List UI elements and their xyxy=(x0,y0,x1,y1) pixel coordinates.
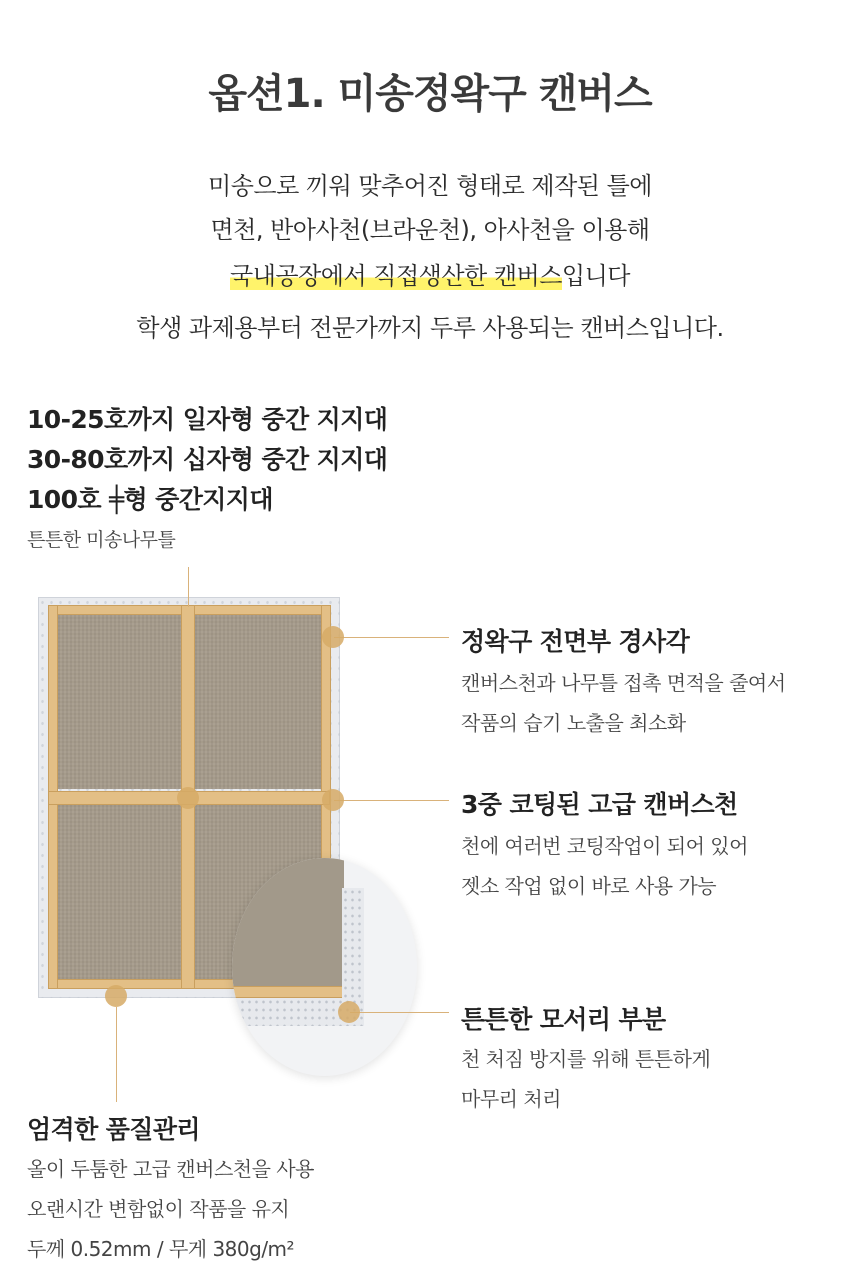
leader-line-feature2 xyxy=(334,800,449,801)
marker-dot-feature1 xyxy=(322,626,344,648)
zoom-wood xyxy=(232,986,350,998)
quality-sub1: 올이 두툼한 고급 캔버스천을 사용 xyxy=(27,1157,314,1181)
intro-line-3 xyxy=(0,256,860,291)
intro-line-3-rest: 입니다 xyxy=(561,262,630,290)
feature2-sub1: 천에 여러번 코팅작업이 되어 있어 xyxy=(461,834,748,858)
intro-line-4: 학생 과제용부터 전문가까지 두루 사용되는 캔버스입니다. xyxy=(136,314,724,342)
quality-sub2: 오랜시간 변함없이 작품을 유지 xyxy=(27,1197,290,1221)
marker-dot-feature2 xyxy=(322,789,344,811)
zoom-side xyxy=(342,888,364,1008)
feature3-sub1: 천 처짐 방지를 위해 튼튼하게 xyxy=(461,1047,711,1071)
linen-panel xyxy=(195,613,323,789)
page-title: 옵션1. 미송정왁구 캔버스 xyxy=(208,71,652,117)
quality-title: 엄격한 품질관리 xyxy=(27,1115,200,1144)
intro-line-2: 면천, 반아사천(브라운천), 아사천을 이용해 xyxy=(210,216,650,244)
feature1-sub2: 작품의 습기 노출을 최소화 xyxy=(461,711,686,735)
feature3-sub2: 마무리 처리 xyxy=(461,1087,561,1111)
leader-line-quality xyxy=(116,1007,117,1102)
marker-dot-quality xyxy=(105,985,127,1007)
support-line-3: 100호 ╪형 중간지지대 xyxy=(27,485,273,514)
feature2-sub2: 젯소 작업 없이 바로 사용 가능 xyxy=(461,874,717,898)
zoom-linen xyxy=(232,858,344,990)
corner-zoom-circle xyxy=(232,858,417,1076)
support-sub: 튼튼한 미송나무틀 xyxy=(27,529,176,551)
intro-highlight: 국내공장에서 직접생산한 캔버스 xyxy=(230,262,562,290)
support-line-2: 30-80호까지 십자형 중간 지지대 xyxy=(27,445,388,474)
quality-sub3: 두께 0.52mm / 무게 380g/m² xyxy=(27,1237,295,1261)
feature1-sub1: 캔버스천과 나무틀 접촉 면적을 줄여서 xyxy=(461,671,786,695)
marker-dot-center xyxy=(177,787,199,809)
linen-panel xyxy=(54,613,181,789)
intro-line-1: 미송으로 끼워 맞추어진 형태로 제작된 틀에 xyxy=(208,172,652,200)
marker-dot-feature3 xyxy=(338,1001,360,1023)
leader-line-support xyxy=(188,567,189,607)
leader-line-feature1 xyxy=(334,637,449,638)
linen-panel xyxy=(54,805,181,981)
feature1-title: 정왁구 전면부 경사각 xyxy=(461,627,690,656)
feature2-title: 3중 코팅된 고급 캔버스천 xyxy=(461,790,738,819)
feature3-title: 튼튼한 모서리 부분 xyxy=(461,1005,666,1034)
support-line-1: 10-25호까지 일자형 중간 지지대 xyxy=(27,405,388,434)
leader-line-feature3 xyxy=(350,1012,449,1013)
